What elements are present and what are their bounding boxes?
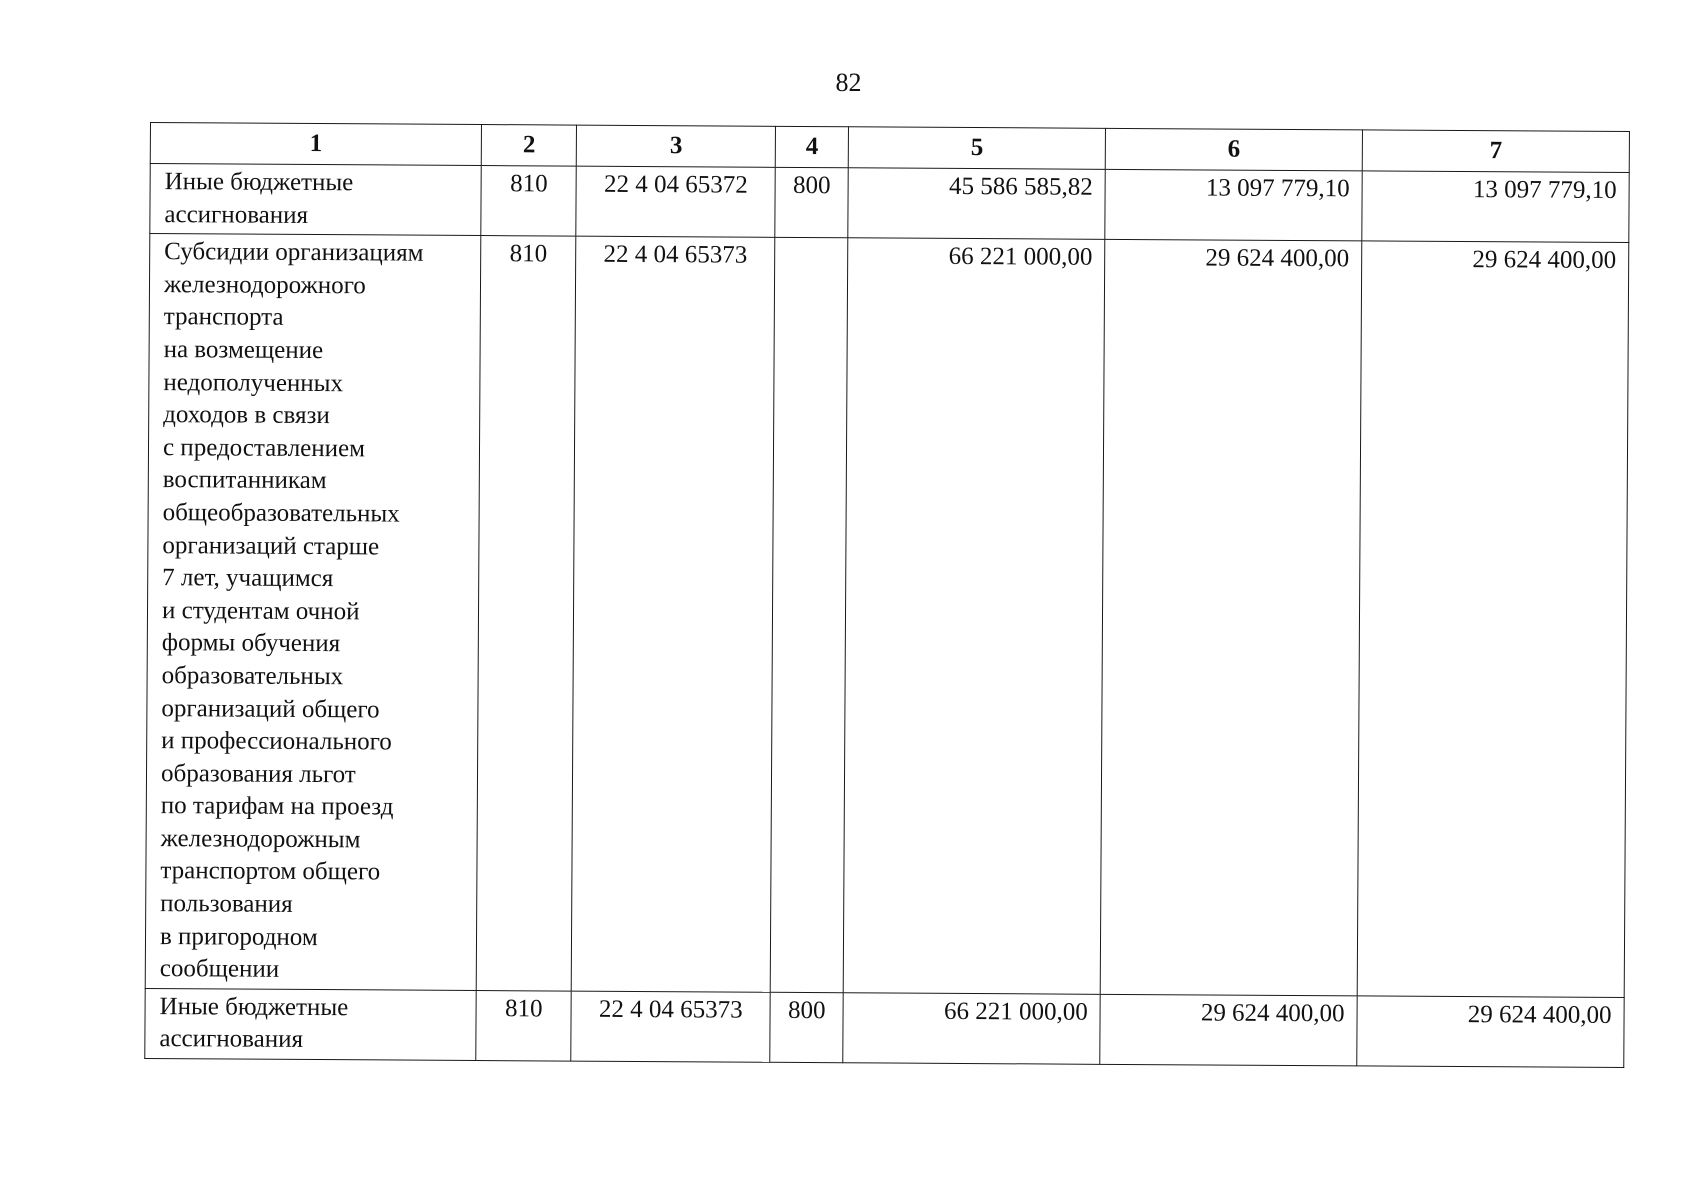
table-row	[145, 234, 1629, 998]
amount-cell-7: 29 624 400,00	[1357, 241, 1629, 997]
code-cell-2: 810	[481, 166, 577, 237]
budget-table	[144, 122, 1630, 1068]
table-row	[145, 988, 1624, 1067]
column-header-7: 7	[1362, 130, 1629, 173]
column-header-2: 2	[481, 125, 577, 167]
code-cell-2: 810	[476, 990, 572, 1061]
page-number: 82	[835, 68, 862, 97]
amount-cell-5: 45 586 585,82	[848, 168, 1105, 240]
row-name-cell: Иные бюджетные ассигнования	[145, 988, 477, 1060]
column-header-3: 3	[577, 125, 776, 167]
column-header-5: 5	[849, 127, 1106, 170]
amount-cell-7: 13 097 779,10	[1362, 171, 1629, 243]
amount-cell-6: 13 097 779,10	[1105, 169, 1362, 241]
code-cell-4: 800	[770, 992, 844, 1063]
amount-cell-6: 29 624 400,00	[1100, 994, 1357, 1066]
amount-cell-5: 66 221 000,00	[843, 993, 1100, 1065]
code-cell-3: 22 4 04 65373	[572, 236, 775, 992]
code-cell-3: 22 4 04 65372	[576, 166, 775, 237]
code-cell-3: 22 4 04 65373	[571, 991, 770, 1062]
code-cell-4	[770, 238, 848, 993]
amount-cell-6: 29 624 400,00	[1100, 240, 1361, 996]
row-name-cell: Иные бюджетные ассигнования	[150, 164, 482, 236]
table-row	[150, 164, 1629, 243]
column-header-1: 1	[150, 123, 481, 166]
column-header-6: 6	[1105, 128, 1362, 171]
code-cell-4: 800	[775, 167, 849, 238]
amount-cell-5: 66 221 000,00	[844, 238, 1105, 994]
code-cell-2: 810	[476, 236, 576, 991]
row-name-cell: Субсидии организациям железнодорожного транспорта на возмещение недополученных доходов в связи с предоставлением воспитанникам общеобразовательных организаций старше 7 лет, учащимся и студентам очной формы обучения образовательных организаций общего и профессионального образования льгот по тарифам на проезд железнодорожным транспортом общего пользования в пригородном сообщении	[145, 234, 481, 991]
column-header-4: 4	[775, 126, 848, 167]
amount-cell-7: 29 624 400,00	[1357, 996, 1624, 1068]
